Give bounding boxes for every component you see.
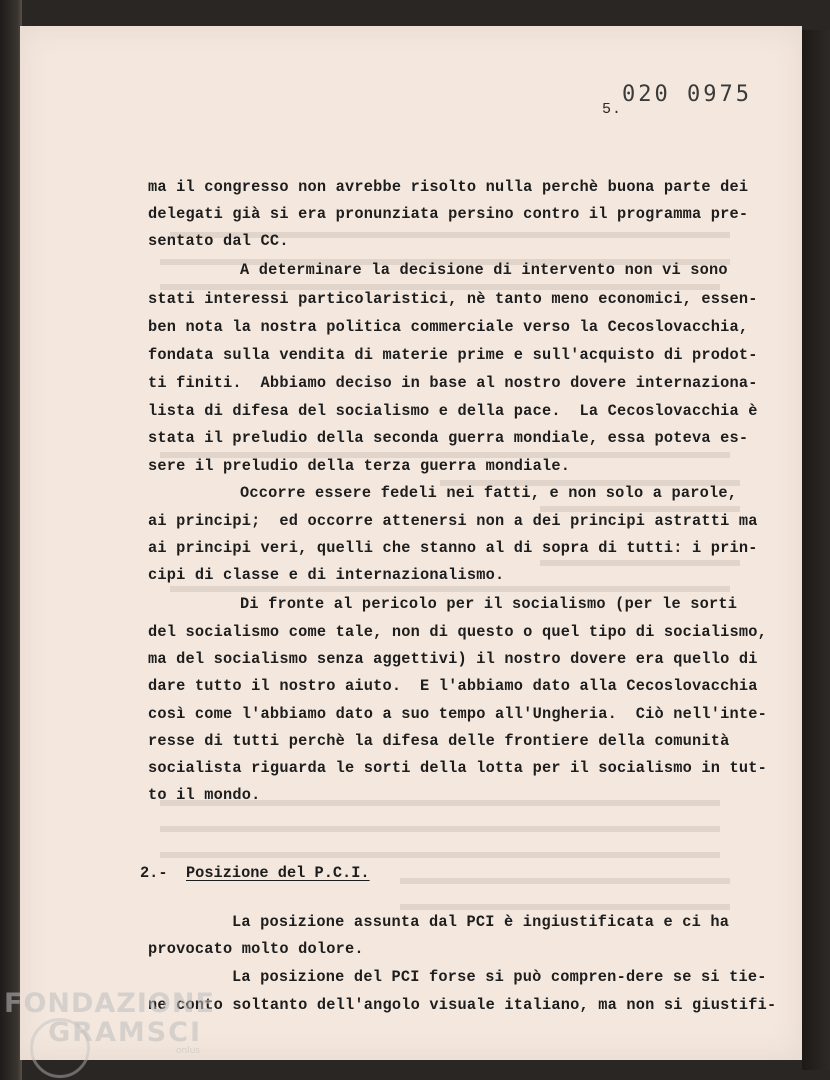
bleed-line xyxy=(160,826,720,832)
watermark-line2: GRAMSCI xyxy=(48,1017,203,1048)
text-line: ma il congresso non avrebbe risolto nulla perchè buona parte dei xyxy=(148,178,749,196)
text-line: La posizione assunta dal PCI è ingiustificata e ci ha xyxy=(232,913,730,931)
text-line: cipi di classe e di internazionalismo. xyxy=(148,566,505,584)
watermark-line1: FONDAZIONE xyxy=(4,988,215,1019)
scanner-left-edge xyxy=(0,0,22,1080)
archive-stamp-number: 020 0975 xyxy=(622,82,752,107)
page-number: 5. xyxy=(602,101,623,118)
text-line: del socialismo come tale, non di questo o quel tipo di socialismo, xyxy=(148,623,768,641)
text-line: sere il preludio della terza guerra mondiale. xyxy=(148,457,571,475)
text-line: provocato molto dolore. xyxy=(148,940,364,958)
text-line: ti finiti. Abbiamo deciso in base al nostro dovere internaziona- xyxy=(148,374,758,392)
text-line: così come l'abbiamo dato a suo tempo all'Ungheria. Ciò nell'inte- xyxy=(148,705,768,723)
text-line: lista di difesa del socialismo e della pace. La Cecoslovacchia è xyxy=(148,402,758,420)
text-line: fondata sulla vendita di materie prime e sull'acquisto di prodot- xyxy=(148,346,758,364)
watermark xyxy=(4,990,215,1046)
text-line: Occorre essere fedeli nei fatti, e non solo a parole, xyxy=(240,484,738,502)
text-line: delegati già si era pronunziata persino contro il programma pre- xyxy=(148,205,749,223)
text-line: ai principi; ed occorre attenersi non a dei principi astratti ma xyxy=(148,512,758,530)
bleed-line xyxy=(400,904,730,910)
bleed-line xyxy=(540,560,740,566)
text-line: sentato dal CC. xyxy=(148,232,289,250)
section-number: 2.- xyxy=(140,864,168,882)
text-line: La posizione del PCI forse si può compren-dere se si tie- xyxy=(232,968,767,986)
text-line: ben nota la nostra politica commerciale verso la Cecoslovacchia, xyxy=(148,318,749,336)
text-line: Di fronte al pericolo per il socialismo (per le sorti xyxy=(240,595,738,613)
text-line: ma del socialismo senza aggettivi) il nostro dovere era quello di xyxy=(148,650,758,668)
section-title: Posizione del P.C.I. xyxy=(186,864,370,882)
page-right-shadow xyxy=(802,30,830,1070)
watermark-onlus: onlus xyxy=(176,1046,201,1056)
text-line: dare tutto il nostro aiuto. E l'abbiamo dato alla Cecoslovacchia xyxy=(148,677,758,695)
text-line: to il mondo. xyxy=(148,786,261,804)
text-line: stata il preludio della seconda guerra mondiale, essa poteva es- xyxy=(148,429,749,447)
bleed-line xyxy=(400,878,730,884)
bleed-line xyxy=(170,586,730,592)
text-line: stati interessi particolaristici, nè tanto meno economici, essen- xyxy=(148,290,758,308)
text-line: resse di tutti perchè la difesa delle frontiere della comunità xyxy=(148,732,730,750)
bleed-line xyxy=(160,852,720,858)
text-line: A determinare la decisione di intervento non vi sono xyxy=(240,261,728,279)
text-line: ne conto soltanto dell'angolo visuale italiano, ma non si giustifi- xyxy=(148,996,777,1014)
text-line: socialista riguarda le sorti della lotta per il socialismo in tut- xyxy=(148,759,768,777)
text-line: ai principi veri, quelli che stanno al di sopra di tutti: i prin- xyxy=(148,539,758,557)
